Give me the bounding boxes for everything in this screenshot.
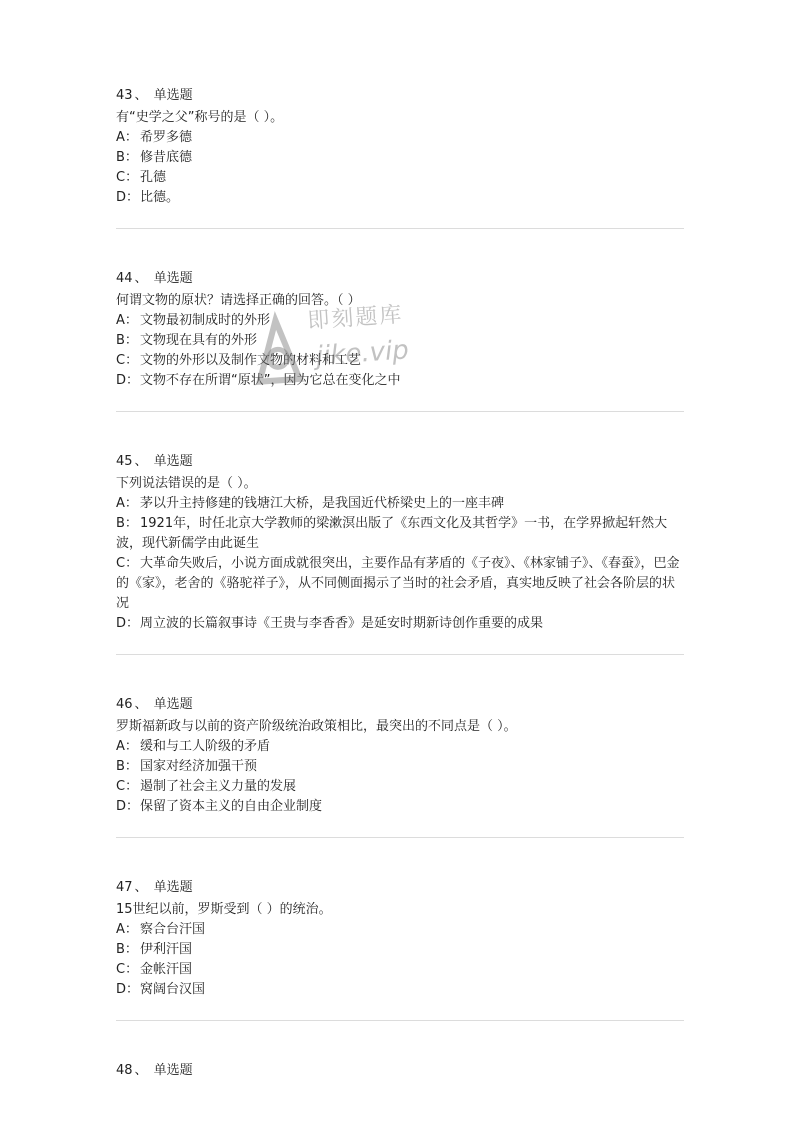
answer-option[interactable] xyxy=(116,148,684,168)
option-text: 1921年，时任北京大学教师的梁漱溟出版了《东西文化及其哲学》一书，在学界掀起轩然大波，现代新儒学由此诞生 xyxy=(116,516,668,551)
option-key: B： xyxy=(116,759,138,774)
option-key: B： xyxy=(116,150,138,165)
option-text: 茅以升主持修建的钱塘江大桥，是我国近代桥梁史上的一座丰碑 xyxy=(140,496,505,511)
option-text: 文物现在具有的外形 xyxy=(140,333,258,348)
answer-option[interactable] xyxy=(116,940,684,960)
question-number: 45 xyxy=(116,454,133,469)
option-key: A： xyxy=(116,496,138,511)
answer-option[interactable] xyxy=(116,311,684,331)
question-header xyxy=(116,878,684,898)
question-stem: 何谓文物的原状？请选择正确的回答。（ ） xyxy=(116,293,361,308)
question-number-separator: 、 xyxy=(134,1063,148,1078)
question-number: 48 xyxy=(116,1063,133,1078)
watermark-text-cn: 即刻题库 xyxy=(306,302,405,335)
question-divider xyxy=(116,654,684,655)
question-item xyxy=(116,695,684,817)
answer-option[interactable] xyxy=(116,777,684,797)
question-number-separator: 、 xyxy=(134,880,148,895)
option-key: A： xyxy=(116,130,138,145)
question-item xyxy=(116,878,684,1000)
question-header xyxy=(116,452,684,472)
question-type: 单选题 xyxy=(153,88,193,103)
question-stem: 下列说法错误的是（ ）。 xyxy=(116,476,257,491)
option-key: C： xyxy=(116,779,139,794)
question-item xyxy=(116,1061,684,1081)
option-text: 文物不存在所谓“原状”，因为它总在变化之中 xyxy=(140,373,401,388)
question-header xyxy=(116,269,684,289)
option-text: 伊利汗国 xyxy=(140,942,193,957)
option-text: 金帐汗国 xyxy=(140,962,193,977)
answer-option[interactable] xyxy=(116,614,684,634)
option-text: 国家对经济加强干预 xyxy=(140,759,258,774)
option-key: C： xyxy=(116,962,139,977)
answer-option[interactable] xyxy=(116,514,684,554)
answer-option[interactable] xyxy=(116,168,684,188)
question-list xyxy=(116,86,684,1083)
answer-option[interactable] xyxy=(116,980,684,1000)
option-key: B： xyxy=(116,333,138,348)
question-type: 单选题 xyxy=(153,1063,193,1078)
option-key: D： xyxy=(116,373,140,388)
answer-option[interactable] xyxy=(116,757,684,777)
question-type: 单选题 xyxy=(153,880,193,895)
question-number-separator: 、 xyxy=(134,271,148,286)
question-divider xyxy=(116,1020,684,1021)
question-type: 单选题 xyxy=(153,697,193,712)
question-divider xyxy=(116,837,684,838)
option-key: D： xyxy=(116,799,140,814)
question-number-separator: 、 xyxy=(134,454,148,469)
option-text: 遏制了社会主义力量的发展 xyxy=(140,779,297,794)
watermark-text-url: jike.vip xyxy=(315,335,410,372)
option-key: C： xyxy=(116,353,139,368)
question-header xyxy=(116,86,684,106)
option-key: D： xyxy=(116,616,140,631)
question-item xyxy=(116,269,684,391)
question-type: 单选题 xyxy=(153,454,193,469)
question-stem: 15世纪以前，罗斯受到（ ）的统治。 xyxy=(116,902,332,917)
question-header xyxy=(116,1061,684,1081)
option-text: 大革命失败后，小说方面成就很突出，主要作品有茅盾的《子夜》、《林家铺子》、《春蚕》，巴金的《家》，老舍的《骆驼祥子》，从不同侧面揭示了当时的社会矛盾，真实地反映了社会各阶层的状况 xyxy=(116,556,680,611)
answer-option[interactable] xyxy=(116,371,684,391)
option-text: 缓和与工人阶级的矛盾 xyxy=(140,739,271,754)
question-number: 44 xyxy=(116,271,133,286)
option-text: 希罗多德 xyxy=(140,130,193,145)
option-key: A： xyxy=(116,922,138,937)
option-key: A： xyxy=(116,313,138,328)
question-item xyxy=(116,86,684,208)
option-text: 比德。 xyxy=(140,190,180,205)
answer-option[interactable] xyxy=(116,920,684,940)
question-header xyxy=(116,695,684,715)
question-type: 单选题 xyxy=(153,271,193,286)
option-text: 孔德 xyxy=(140,170,167,185)
answer-option[interactable] xyxy=(116,494,684,514)
question-stem: 罗斯福新政与以前的资产阶级统治政策相比，最突出的不同点是（ ）。 xyxy=(116,719,517,734)
answer-option[interactable] xyxy=(116,960,684,980)
option-text: 文物的外形以及制作文物的材料和工艺 xyxy=(140,353,362,368)
option-text: 窝阔台汉国 xyxy=(140,982,206,997)
option-key: B： xyxy=(116,516,138,531)
question-number: 43 xyxy=(116,88,133,103)
answer-option[interactable] xyxy=(116,554,684,614)
question-number: 46 xyxy=(116,697,133,712)
question-number-separator: 、 xyxy=(134,697,148,712)
answer-option[interactable] xyxy=(116,351,684,371)
question-number-separator: 、 xyxy=(134,88,148,103)
answer-option[interactable] xyxy=(116,797,684,817)
option-key: A： xyxy=(116,739,138,754)
answer-option[interactable] xyxy=(116,188,684,208)
option-text: 保留了资本主义的自由企业制度 xyxy=(140,799,323,814)
question-divider xyxy=(116,228,684,229)
answer-option[interactable] xyxy=(116,128,684,148)
option-text: 周立波的长篇叙事诗《王贵与李香香》是延安时期新诗创作重要的成果 xyxy=(140,616,544,631)
question-divider xyxy=(116,411,684,412)
option-key: B： xyxy=(116,942,138,957)
answer-option[interactable] xyxy=(116,737,684,757)
option-key: C： xyxy=(116,170,139,185)
option-key: C： xyxy=(116,556,139,571)
question-stem: 有“史学之父”称号的是（ ）。 xyxy=(116,110,284,125)
option-text: 文物最初制成时的外形 xyxy=(140,313,271,328)
question-item xyxy=(116,452,684,634)
option-text: 修昔底德 xyxy=(140,150,193,165)
option-key: D： xyxy=(116,982,140,997)
answer-option[interactable] xyxy=(116,331,684,351)
option-key: D： xyxy=(116,190,140,205)
question-number: 47 xyxy=(116,880,133,895)
option-text: 察合台汗国 xyxy=(140,922,206,937)
